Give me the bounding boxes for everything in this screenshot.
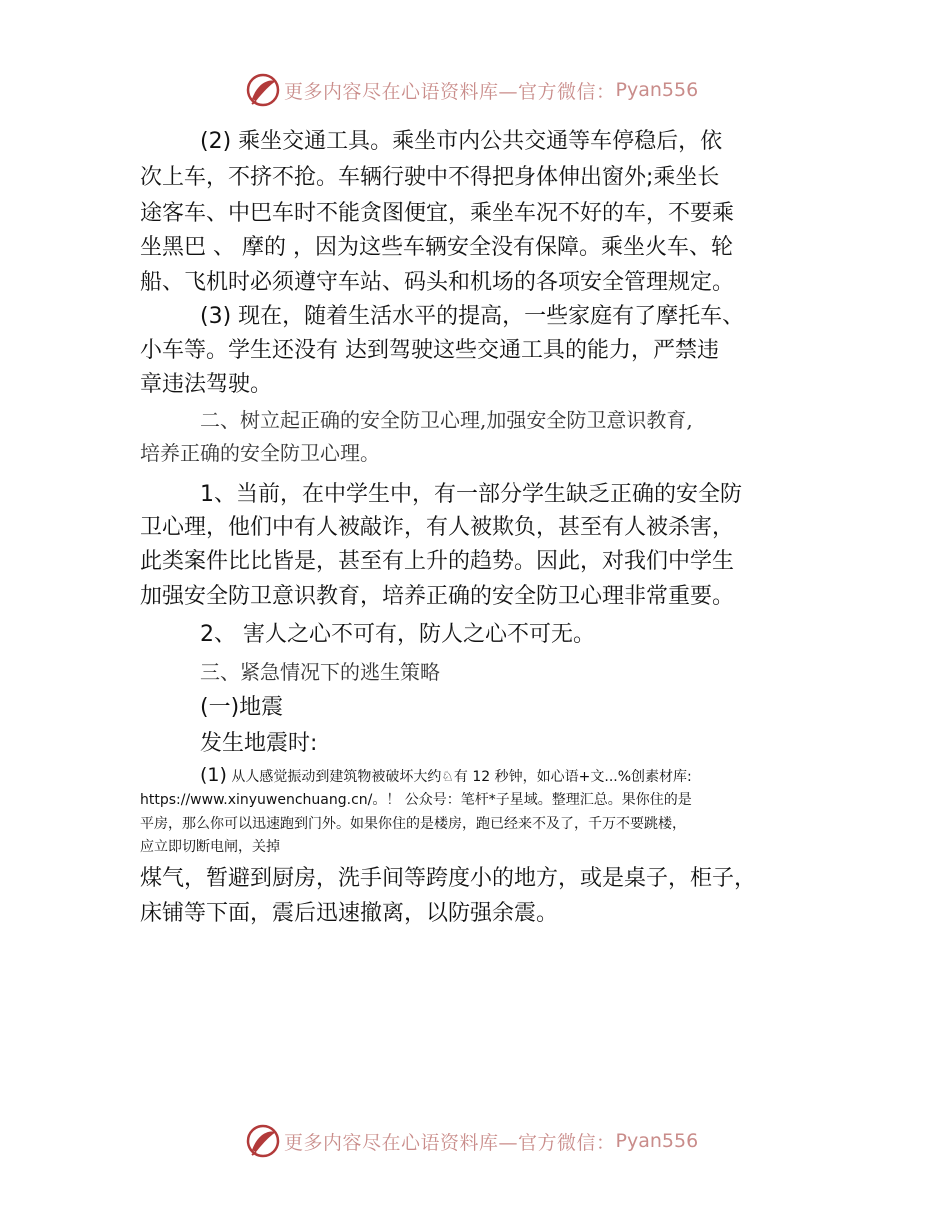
text-line: 章违法驾驶。	[140, 372, 273, 397]
text-line: 加强安全防卫意识教育，培养正确的安全防卫心理非常重要。	[140, 584, 735, 609]
pen-logo-icon	[246, 73, 280, 107]
item-number: (1)	[200, 764, 227, 786]
header-watermark	[246, 70, 698, 110]
text-line	[200, 765, 692, 787]
text-line: 船、飞机时必须遵守车站、码头和机场的各项安全管理规定。	[140, 270, 735, 295]
watermark-text: 更多内容尽在心语资料库—官方微信：	[284, 1131, 616, 1154]
sub-heading: (一)地震	[200, 695, 284, 720]
text-line: 卫心理，他们中有人被敲诈，有人被欺负，甚至有人被杀害，	[140, 515, 735, 540]
text-line: 2、 害人之心不可有，防人之心不可无。	[200, 622, 595, 647]
small-text: 应立即切断电闸，关掉	[140, 839, 280, 855]
text-line: 坐黑巴 、 摩的 ，因为这些车辆安全没有保障。乘坐火车、轮	[140, 235, 733, 260]
pen-logo-icon	[246, 1124, 280, 1158]
text-line: 1、当前，在中学生中，有一部分学生缺乏正确的安全防	[200, 482, 742, 507]
text-line: (3) 现在，随着生活水平的提高，一些家庭有了摩托车、	[200, 304, 745, 329]
text-line: 床铺等下面，震后迅速撤离，以防强余震。	[140, 901, 559, 926]
text-line: 途客车、中巴车时不能贪图便宜，乘坐车况不好的车，不要乘	[140, 201, 735, 226]
text-line: 煤气，暂避到厨房，洗手间等跨度小的地方，或是桌子，柜子，	[140, 866, 757, 891]
watermark-code: Pyan556	[615, 79, 699, 101]
section-heading: 培养正确的安全防卫心理。	[140, 441, 380, 465]
sub-heading: 发生地震时:	[200, 731, 318, 756]
small-text: 平房，那么你可以迅速跑到门外。如果你住的是楼房，跑已经来不及了，千万不要跳楼，	[140, 816, 686, 832]
text-line: (2) 乘坐交通工具。乘坐市内公共交通等车停稳后，依	[200, 129, 723, 154]
section-heading: 三、紧急情况下的逃生策略	[200, 660, 440, 684]
watermark-code: Pyan556	[615, 1130, 699, 1152]
text-line: 次上车，不挤不抢。车辆行驶中不得把身体伸出窗外;乘坐长	[140, 165, 720, 190]
watermark-text: 更多内容尽在心语资料库—官方微信：	[284, 80, 616, 103]
text-line: 此类案件比比皆是，甚至有上升的趋势。因此，对我们中学生	[140, 549, 735, 574]
text-line: 小车等。学生还没有 达到驾驶这些交通工具的能力，严禁违	[140, 338, 719, 363]
section-heading: 二、树立起正确的安全防卫心理,加强安全防卫意识教育,	[200, 408, 693, 432]
small-text: https://www.xinyuwenchuang.cn/。！ 公众号：笔杆*子星域。整理汇总。果你住的是	[140, 792, 692, 808]
footer-watermark	[246, 1121, 698, 1161]
small-text: 从人感觉振动到建筑物被破坏大约♘有 12 秒钟，如心语+文...%创素材库:	[231, 769, 692, 785]
